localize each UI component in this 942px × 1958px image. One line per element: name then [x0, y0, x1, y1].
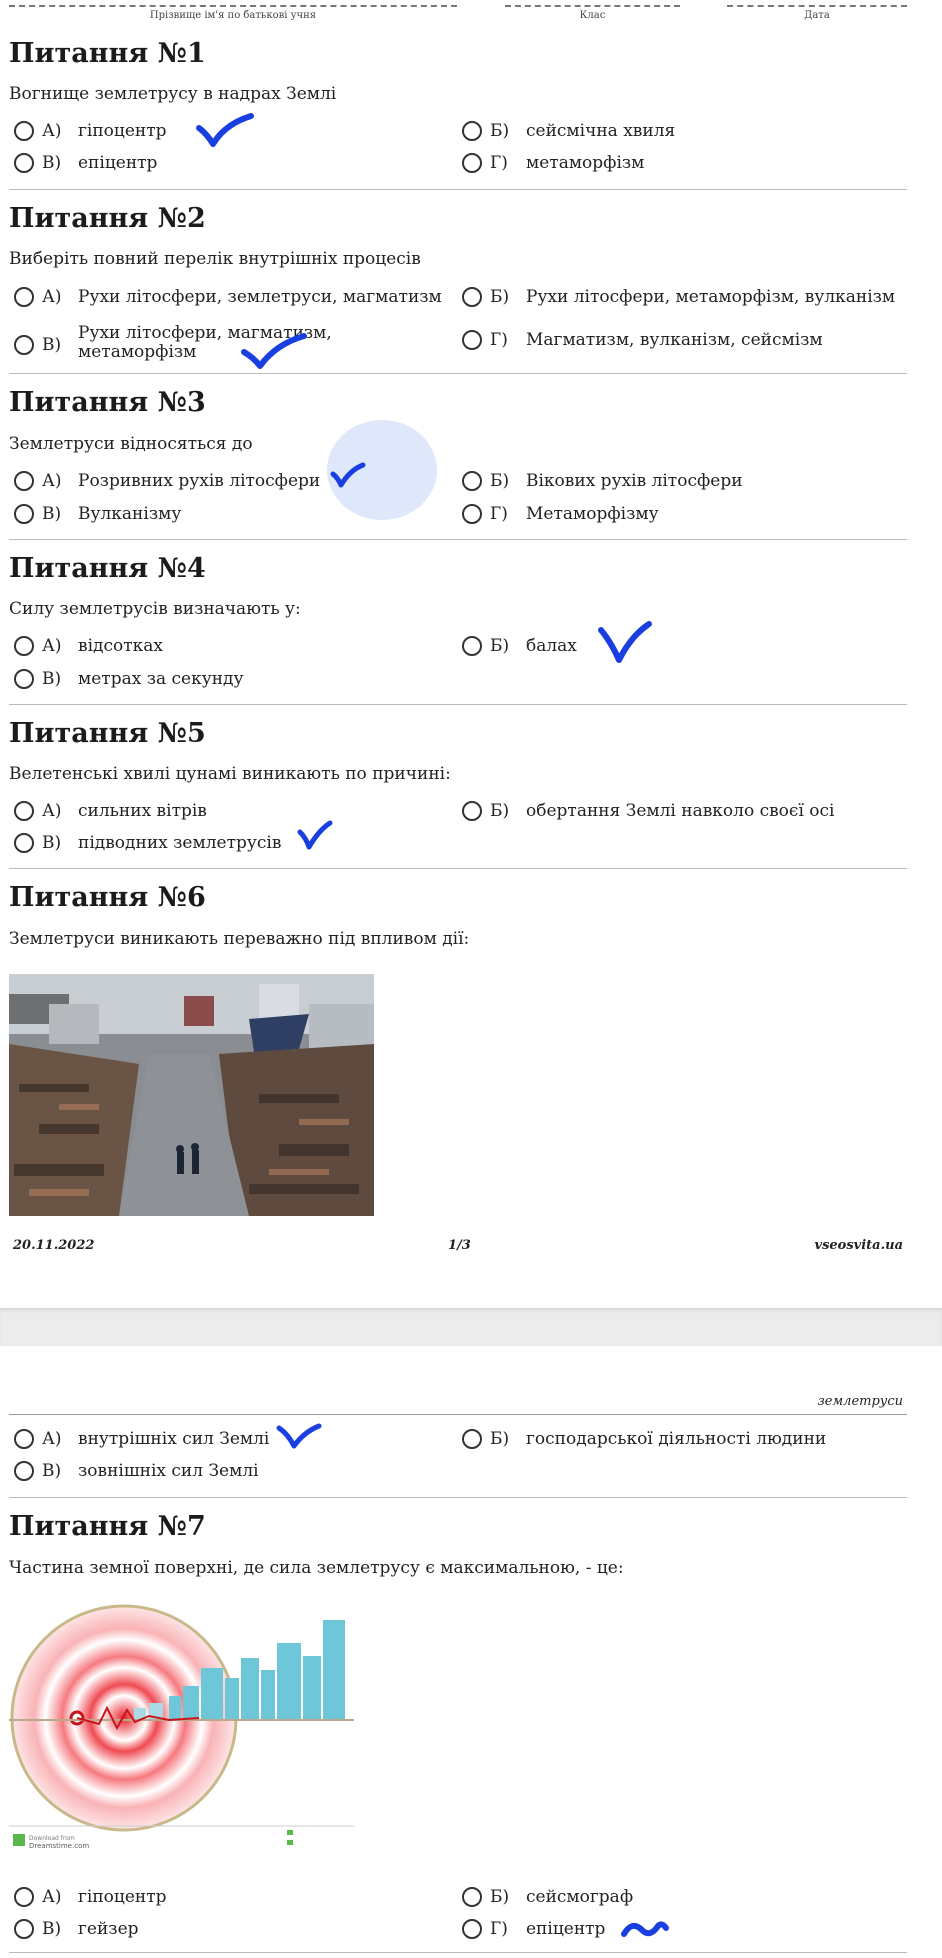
option-label: підводних землетрусів [78, 833, 282, 853]
question-3-title: Питання №3 [9, 387, 206, 418]
q3-option-g[interactable] [462, 504, 659, 524]
option-letter: Б) [490, 1429, 510, 1449]
q4-option-a[interactable] [14, 636, 163, 656]
name-field-line [9, 5, 457, 7]
date-caption: Дата [804, 10, 830, 21]
checkmark-icon [240, 330, 310, 372]
q7-option-a[interactable] [14, 1887, 167, 1907]
option-label: Вікових рухів літосфери [526, 471, 743, 491]
question-separator [9, 1497, 907, 1498]
header-separator [9, 1414, 907, 1415]
class-field-line [505, 5, 680, 7]
option-label: гіпоцентр [78, 1887, 167, 1907]
q6-option-a[interactable] [14, 1429, 269, 1449]
epicenter-illustration [9, 1598, 354, 1868]
option-label: Рухи літосфери, метаморфізм, вулканізм [526, 287, 896, 307]
option-label: Рухи літосфери, магматизм, [78, 323, 332, 343]
checkmark-icon [597, 620, 653, 666]
option-label: метаморфізм [526, 153, 645, 173]
radio-button[interactable] [14, 636, 34, 656]
option-letter: Б) [490, 636, 510, 656]
radio-button[interactable] [14, 121, 34, 141]
option-label: гейзер [78, 1919, 139, 1939]
option-label: епіцентр [526, 1919, 606, 1939]
radio-button[interactable] [14, 1887, 34, 1907]
question-1-text: Вогнище землетрусу в надрах Землі [9, 84, 337, 104]
question-separator [9, 704, 907, 705]
q1-option-a[interactable] [14, 121, 167, 141]
q2-option-a[interactable] [14, 287, 442, 307]
option-letter: В) [42, 335, 62, 355]
question-separator [9, 868, 907, 869]
q2-option-b[interactable] [462, 287, 895, 307]
option-letter: Б) [490, 287, 510, 307]
q3-option-a[interactable] [14, 471, 320, 491]
option-label: Метаморфізму [526, 504, 659, 524]
q3-option-v[interactable] [14, 504, 181, 524]
option-label: господарської діяльності людини [526, 1429, 827, 1449]
option-label: Вулканізму [78, 504, 182, 524]
question-4-text: Силу землетрусів визначають у: [9, 599, 301, 619]
option-label: зовнішніх сил Землі [78, 1461, 259, 1481]
option-letter: А) [42, 801, 62, 821]
question-6-title: Питання №6 [9, 882, 206, 913]
option-letter: В) [42, 833, 62, 853]
watermark-line1: Download from [29, 1835, 75, 1842]
option-letter: А) [42, 1887, 62, 1907]
question-7-text: Частина земної поверхні, де сила землетрусу є максимальною, - це: [9, 1558, 624, 1578]
option-letter: В) [42, 1461, 62, 1481]
option-label: балах [526, 636, 577, 656]
q7-option-v[interactable] [14, 1919, 139, 1939]
radio-button[interactable] [462, 330, 482, 350]
question-3-text: Землетруси відносяться до [9, 434, 253, 454]
radio-button[interactable] [462, 1887, 482, 1907]
question-5-title: Питання №5 [9, 718, 206, 749]
footer-page-number: 1/3 [448, 1238, 471, 1253]
date-field-line [727, 5, 907, 7]
q7-option-g[interactable] [462, 1919, 605, 1939]
radio-button[interactable] [14, 1461, 34, 1481]
option-label: Рухи літосфери, землетруси, магматизм [78, 287, 442, 307]
class-caption: Клас [579, 10, 606, 21]
option-label: сейсмограф [526, 1887, 634, 1907]
question-separator [9, 373, 907, 374]
footer-site[interactable]: vseosvita.ua [814, 1238, 903, 1253]
question-6-text: Землетруси виникають переважно під впливом дії: [9, 929, 470, 949]
radio-button[interactable] [462, 121, 482, 141]
radio-button[interactable] [14, 801, 34, 821]
option-label: Розривних рухів літосфери [78, 471, 321, 491]
option-letter: Б) [490, 471, 510, 491]
checkmark-icon [276, 1422, 322, 1452]
option-label: внутрішніх сил Землі [78, 1429, 270, 1449]
option-letter: Г) [490, 330, 508, 350]
question-1-title: Питання №1 [9, 38, 206, 69]
radio-button[interactable] [462, 1429, 482, 1449]
q6-option-v[interactable] [14, 1461, 259, 1481]
option-letter: Г) [490, 1919, 508, 1939]
squiggle-mark-icon [620, 1916, 670, 1944]
option-letter: В) [42, 669, 62, 689]
question-2-title: Питання №2 [9, 203, 206, 234]
radio-button[interactable] [14, 833, 34, 853]
radio-button[interactable] [462, 1919, 482, 1939]
option-letter: Б) [490, 1887, 510, 1907]
q5-option-v[interactable] [14, 833, 281, 853]
option-letter: В) [42, 1919, 62, 1939]
option-label-cont: метаморфізм [78, 342, 197, 362]
footer-date: 20.11.2022 [13, 1238, 95, 1253]
option-letter: Г) [490, 153, 508, 173]
worksheet-page-2 [0, 1346, 942, 1958]
question-separator [9, 1952, 907, 1953]
checkmark-icon [330, 462, 366, 490]
radio-button[interactable] [462, 801, 482, 821]
q6-option-b[interactable] [462, 1429, 826, 1449]
option-letter: А) [42, 121, 62, 141]
checkmark-icon [195, 110, 255, 150]
option-letter: В) [42, 153, 62, 173]
epicenter-illustration-svg [9, 1598, 354, 1868]
radio-button[interactable] [14, 669, 34, 689]
option-label: Магматизм, вулканізм, сейсмізм [526, 330, 823, 350]
option-label: відсотках [78, 636, 163, 656]
radio-button[interactable] [462, 471, 482, 491]
option-letter: А) [42, 636, 62, 656]
earthquake-aftermath-photo [9, 974, 374, 1216]
question-4-title: Питання №4 [9, 553, 206, 584]
q5-option-b[interactable] [462, 801, 834, 821]
q1-option-v[interactable] [14, 153, 157, 173]
q4-option-b[interactable] [462, 636, 577, 656]
radio-button[interactable] [462, 636, 482, 656]
q5-option-a[interactable] [14, 801, 207, 821]
option-label: гіпоцентр [78, 121, 167, 141]
radio-button[interactable] [14, 504, 34, 524]
radio-button[interactable] [14, 1919, 34, 1939]
radio-button[interactable] [14, 1429, 34, 1449]
radio-button[interactable] [14, 153, 34, 173]
q4-option-v[interactable] [14, 669, 244, 689]
option-letter: Б) [490, 121, 510, 141]
radio-button[interactable] [462, 287, 482, 307]
question-7-title: Питання №7 [9, 1511, 206, 1542]
option-letter: Б) [490, 801, 510, 821]
q1-option-b[interactable] [462, 121, 675, 141]
option-letter: В) [42, 504, 62, 524]
question-5-text: Велетенські хвилі цунамі виникають по причині: [9, 764, 451, 784]
q2-option-g[interactable] [462, 330, 823, 350]
question-2-text: Виберіть повний перелік внутрішніх процесів [9, 249, 421, 269]
option-label: сильних вітрів [78, 801, 207, 821]
watermark-line2: Dreamstime.com [29, 1842, 90, 1850]
option-label: обертання Землі навколо своєї осі [526, 801, 835, 821]
name-caption: Прізвище ім'я по батькові учня [149, 10, 317, 21]
question-separator [9, 189, 907, 190]
option-letter: Г) [490, 504, 508, 524]
q1-option-g[interactable] [462, 153, 644, 173]
option-letter: А) [42, 471, 62, 491]
checkmark-icon [297, 820, 333, 852]
radio-button[interactable] [14, 287, 34, 307]
radio-button[interactable] [14, 335, 34, 355]
option-label: епіцентр [78, 153, 158, 173]
q3-option-b[interactable] [462, 471, 743, 491]
question-separator [9, 539, 907, 540]
option-label: метрах за секунду [78, 669, 244, 689]
q7-option-b[interactable] [462, 1887, 633, 1907]
radio-button[interactable] [14, 471, 34, 491]
option-letter: А) [42, 287, 62, 307]
page-gap [0, 1308, 942, 1346]
running-header: землетруси [817, 1394, 903, 1409]
radio-button[interactable] [462, 504, 482, 524]
radio-button[interactable] [462, 153, 482, 173]
option-letter: А) [42, 1429, 62, 1449]
option-label: сейсмічна хвиля [526, 121, 676, 141]
